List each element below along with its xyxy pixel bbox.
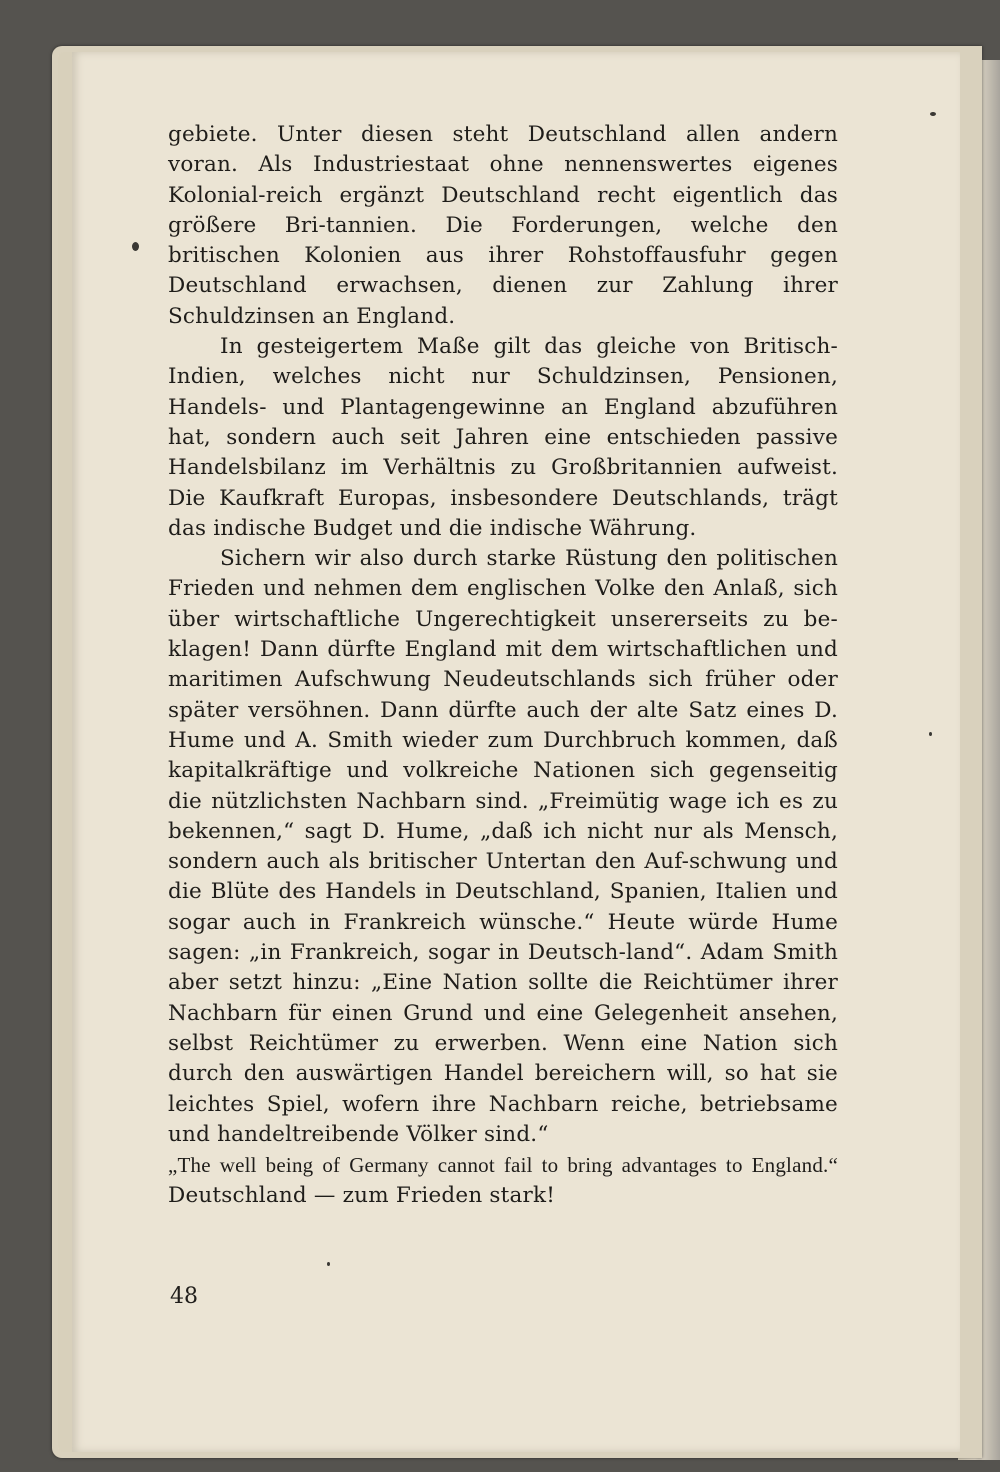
closing-slogan: Deutschland — zum Frieden stark! bbox=[168, 1183, 556, 1209]
page-number: 48 bbox=[170, 1284, 198, 1309]
paragraph-3: Sichern wir also durch starke Rüstung den politischen Frieden und nehmen dem englischen Volke den Anlaß, sich über wirtschaftliche Ungerechtigkeit unsererseits zu be-klagen! Dann dürfte England mit dem wirtschaftlichen und maritimen Aufschwung Neudeutschlands sich früher oder später versöhnen. Dann dürfte auch der alte Satz eines D. Hume und A. Smith wieder zum Durchbruch kommen, daß kapitalkräftige und volkreiche Nationen sich gegenseitig die nützlichsten Nachbarn sind. „Freimütig wage ich es zu bekennen,“ sagt D. Hume, „daß ich nicht nur als Mensch, sondern auch als britischer Untertan den Auf-schwung und die Blüte des Handels in Deutschland, Spanien, Italien und sogar auch in Frankreich wünsche.“ Heute würde Hume sagen: „in Frankreich, sogar in Deutsch-land“. Adam Smith aber setzt hinzu: „Eine Nation sollte die Reichtümer ihrer Nachbarn für einen Grund und eine Gelegenheit ansehen, selbst Reichtümer zu erwerben. Wenn eine Nation sich durch den auswärtigen Handel bereichern will, so hat sie leichtes Spiel, wofern ihre Nachbarn reiche, betriebsame und handeltreibende Völker sind.“ bbox=[168, 546, 838, 1147]
body-text bbox=[168, 120, 838, 1212]
ink-speck bbox=[929, 732, 932, 736]
ink-speck bbox=[132, 242, 139, 251]
final-line bbox=[168, 1150, 838, 1212]
english-quote: „The well being of Germany cannot fail to bring advantages to England.“ bbox=[168, 1153, 838, 1178]
paragraph-1: gebiete. Unter diesen steht Deutschland allen andern voran. Als Industriestaat ohne nennenswertes eigenes Kolonial-reich ergänzt Deutschland recht eigentlich das größere Bri-tannien. Die Forderungen, welche den britischen Kolonien aus ihrer Rohstoffausfuhr gegen Deutschland erwachsen, dienen zur Zahlung ihrer Schuldzinsen an England. bbox=[168, 122, 838, 329]
paragraph-2: In gesteigertem Maße gilt das gleiche von Britisch-Indien, welches nicht nur Schuldzinsen, Pensionen, Handels- und Plantagengewinne an England abzuführen hat, sondern auch seit Jahren eine entschieden passive Handelsbilanz im Verhältnis zu Großbritannien aufweist. Die Kaufkraft Europas, insbesondere Deutschlands, trägt das indische Budget und die indische Währung. bbox=[168, 334, 838, 541]
ink-speck bbox=[327, 1262, 330, 1266]
book-page bbox=[72, 52, 960, 1452]
ink-speck bbox=[930, 112, 936, 116]
